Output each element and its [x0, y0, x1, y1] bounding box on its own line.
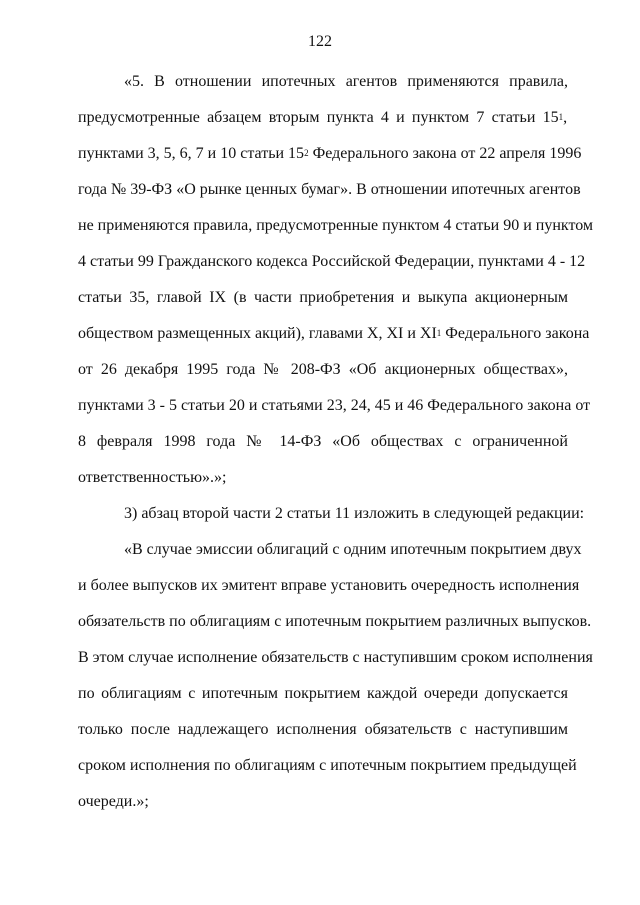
text-line: 8 февраля 1998 года № 14-ФЗ «Об обществах с ограниченной	[78, 433, 568, 450]
text-line: не применяются правила, предусмотренные пунктом 4 статьи 90 и пунктом	[78, 217, 594, 234]
text-span: обществом размещенных акций), главами X, XI и XI	[78, 325, 437, 342]
text-line: «В случае эмиссии облигаций с одним ипотечным покрытием двух	[124, 541, 582, 558]
text-line: года № 39-ФЗ «О рынке ценных бумаг». В отношении ипотечных агентов	[78, 181, 581, 198]
text-span: предусмотренные абзацем вторым пункта 4 и пунктом 7 статьи 15	[78, 109, 559, 126]
text-line: «5. В отношении ипотечных агентов применяются правила,	[124, 73, 568, 90]
text-line: от 26 декабря 1995 года № 208-ФЗ «Об акционерных обществах»,	[78, 361, 568, 378]
superscript: 1	[558, 112, 564, 122]
text-line: сроком исполнения по облигациям с ипотечным покрытием предыдущей	[78, 757, 577, 774]
text-line: 3) абзац второй части 2 статьи 11 изложить в следующей редакции:	[124, 505, 585, 522]
text-line: В этом случае исполнение обязательств с наступившим сроком исполнения	[78, 649, 593, 666]
text-line	[78, 108, 568, 128]
text-line	[78, 324, 590, 344]
page-number: 122	[308, 33, 332, 50]
text-line: и более выпусков их эмитент вправе установить очередность исполнения	[78, 577, 580, 594]
text-line: по облигациям с ипотечным покрытием каждой очереди допускается	[78, 685, 568, 702]
text-line: только после надлежащего исполнения обязательств с наступившим	[78, 721, 568, 738]
superscript: 2	[304, 148, 309, 158]
superscript: 1	[436, 328, 442, 338]
text-line: ответственностью».»;	[78, 469, 227, 486]
text-span: пунктами 3, 5, 6, 7 и 10 статьи 15	[78, 145, 305, 162]
text-span: ,	[563, 109, 568, 126]
text-span: Федерального закона от 22 апреля 1996	[308, 145, 582, 162]
text-line: 4 статьи 99 Гражданского кодекса Российской Федерации, пунктами 4 - 12	[78, 253, 586, 270]
text-line: статьи 35, главой IX (в части приобретения и выкупа акционерным	[78, 289, 568, 306]
text-line: обязательств по облигациям с ипотечным покрытием различных выпусков.	[78, 613, 592, 630]
text-span: Федерального закона	[441, 325, 590, 342]
text-line: пунктами 3 - 5 статьи 20 и статьями 23, 24, 45 и 46 Федерального закона от	[78, 397, 591, 414]
text-line: очереди.»;	[78, 793, 149, 810]
text-line	[78, 144, 582, 164]
